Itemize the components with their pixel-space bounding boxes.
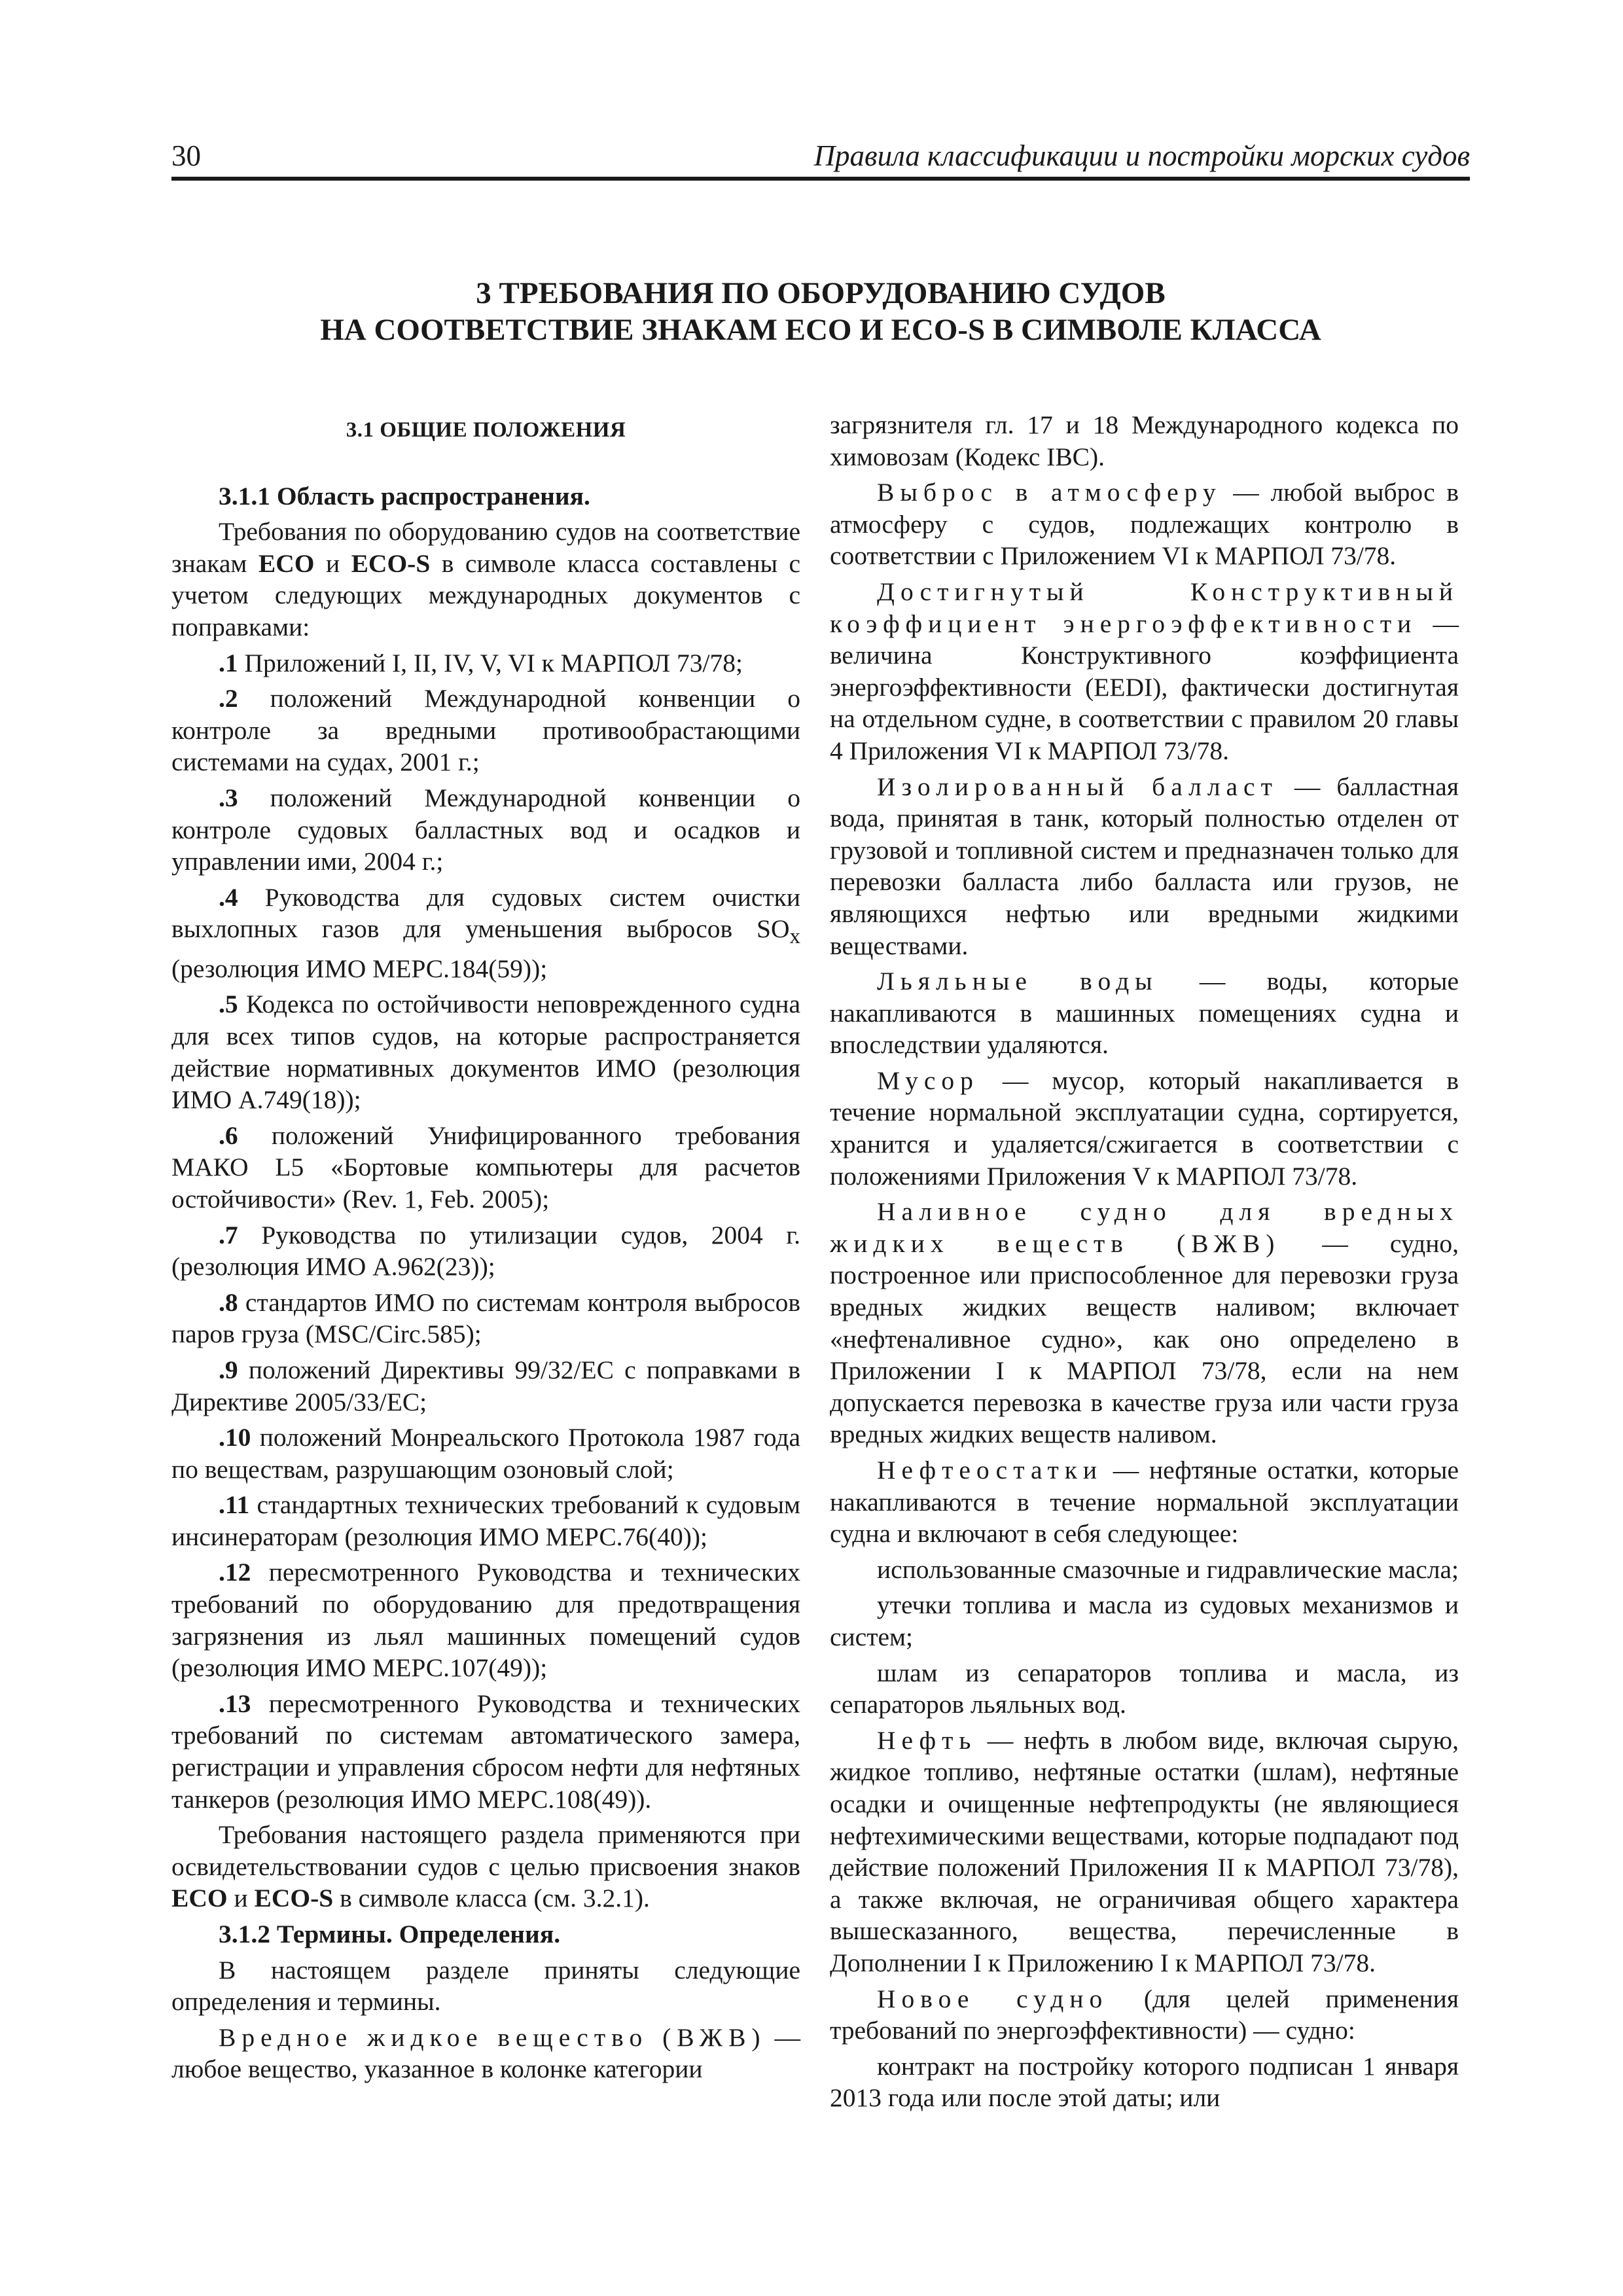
list-item-5: .5 Кодекса по остойчивости неповрежденного судна для всех типов судов, на которые распространяется действие нормативных документов ИМО (резолюция ИМО А.749(18));	[171, 990, 800, 1115]
left-column	[171, 409, 800, 2089]
header-rule	[171, 177, 1470, 181]
chapter-title-line-2: НА СООТВЕТСТВИЕ ЗНАКАМ ECO И ECO-S В СИМВОЛЕ КЛАССА	[320, 313, 1321, 347]
term-new-ship: Новое судно	[877, 1984, 1109, 2013]
list-item-3: .3 положений Международной конвенции о контроле судовых балластных вод и осадков и управлении ими, 2004 г.;	[171, 783, 800, 876]
list-item-7: .7 Руководства по утилизации судов, 2004 г. (резолюция ИМО А.962(23));	[171, 1220, 800, 1282]
definition-bilge-water: Льяльные воды — воды, которые накапливаются в машинных помещениях судна и впоследствии удаляются.	[830, 967, 1459, 1060]
continuation-paragraph: загрязнителя гл. 17 и 18 Международного кодекса по химовозам (Кодекс IBC).	[830, 410, 1459, 471]
definition-segregated-ballast: Изолированный балласт — балластная вода, принятая в танк, который полностью отделен от грузовой и топливной систем и предназначен только для перевозки балласта либо балласта или грузов, не являющихся нефтью или вредными жидкими веществами.	[830, 772, 1459, 960]
list-item-6: .6 положений Унифицированного требования МАКО L5 «Бортовые компьютеры для расчетов остойчивости» (Rev. 1, Feb. 2005);	[171, 1121, 800, 1213]
residue-item-2: утечки топлива и масла из судовых механизмов и систем;	[830, 1590, 1459, 1651]
page-number: 30	[171, 139, 201, 172]
running-title: Правила классификации и постройки морских судов	[813, 139, 1470, 172]
list-item-4: .4 Руководства для судовых систем очистки выхлопных газов для уменьшения выбросов $SO_x$ (резолюция ИМО МЕРС.184(59));	[171, 882, 800, 983]
term: Нефтеостатки	[877, 1456, 1103, 1484]
definition-new-ship: Новое судно (для целей применения требований по энергоэффективности) — судно:	[830, 1984, 1459, 2045]
definition-oil: Нефть — нефть в любом виде, включая сырую, жидкое топливо, нефтяные остатки (шлам), нефтяные осадки и очищенные нефтепродукты (не являющиеся нефтехимическими веществами, которые подпадают под действие положений Приложения II к МАРПОЛ 73/78), а также включая, не ограничивая общего характера вышесказанного, вещества, перечисленные в Дополнении I к Приложению I к МАРПОЛ 73/78.	[830, 1725, 1459, 1977]
term: Мусор	[877, 1066, 979, 1095]
definition-garbage: Мусор — мусор, который накапливается в течение нормальной эксплуатации судна, сортируется, хранится и удаляется/сжигается в соответствии с положениями Приложения V к МАРПОЛ 73/78.	[830, 1066, 1459, 1191]
term: Достигнутый Конструктивный коэффициент энергоэффективности	[830, 577, 1459, 638]
chapter-title-line-1: 3 ТРЕБОВАНИЯ ПО ОБОРУДОВАНИЮ СУДОВ	[476, 276, 1166, 310]
chapter-title	[171, 275, 1470, 348]
list-item-1: .1 Приложений I, II, IV, V, VI к МАРПОЛ 73/78;	[219, 648, 743, 677]
residue-item-1: использованные смазочные и гидравлические масла;	[877, 1554, 1459, 1584]
subsection-title-3-1-2: 3.1.2 Термины. Определения.	[219, 1920, 561, 1949]
list-item-11: .11 стандартных технических требований к судовым инсинераторам (резолюция ИМО МЕРС.76(40));	[171, 1490, 800, 1551]
definition-oil-residues: Нефтеостатки — нефтяные остатки, которые накапливаются в течение нормальной эксплуатации судна и включают в себя следующее:	[830, 1456, 1459, 1549]
application-paragraph: Требования настоящего раздела применяются при освидетельствовании судов с целью присвоения знаков ECO и ECO-S в символе класса (см. 3.2.1).	[171, 1820, 800, 1913]
intro-paragraph: Требования по оборудованию судов на соответствие знакам ECO и ECO-S в символе класса составлены с учетом следующих международных документов с поправками:	[171, 517, 800, 641]
term: Выброс в атмосферу	[877, 478, 1222, 507]
definition-attained-eedi: Достигнутый Конструктивный коэффициент энергоэффективности — величина Конструктивного коэффициента энергоэффективности (EEDI), фактически достигнутая на отдельном судне, в соответствии с правилом 20 главы 4 Приложения VI к МАРПОЛ 73/78.	[830, 577, 1459, 765]
term-vzhv: Вредное жидкое вещество (ВЖВ)	[219, 2022, 766, 2052]
term-oil: Нефть	[877, 1725, 977, 1755]
running-header	[171, 135, 1470, 181]
term: Льяльные воды	[877, 967, 1158, 996]
right-column	[830, 409, 1459, 2118]
subsection-title-3-1-1: 3.1.1 Область распространения.	[219, 481, 590, 511]
terms-intro: В настоящем разделе приняты следующие определения и термины.	[171, 1955, 800, 2017]
list-item-9: .9 положений Директивы 99/32/ЕС с поправками в Директиве 2005/33/ЕС;	[171, 1355, 800, 1416]
term: Изолированный балласт	[877, 772, 1278, 801]
new-ship-item: контракт на постройку которого подписан 1 января 2013 года или после этой даты; или	[830, 2051, 1459, 2113]
list-item-12: .12 пересмотренного Руководства и технических требований по оборудованию для предотвращения загрязнения из льял машинных помещений судов (резолюция ИМО МЕРС.107(49));	[171, 1558, 800, 1683]
definition-nls-tanker: Наливное судно для вредных жидких веществ (ВЖВ) — судно, построенное или приспособленное для перевозки груза вредных жидких веществ наливом; включает «нефтеналивное судно», как оно определено в Приложении I к МАРПОЛ 73/78, если на нем допускается перевозка в качестве груза или части груза вредных жидких веществ наливом.	[830, 1197, 1459, 1449]
term: Наливное судно для вредных жидких веществ (ВЖВ)	[830, 1197, 1459, 1258]
list-item-13: .13 пересмотренного Руководства и технических требований по системам автоматического замера, регистрации и управления сбросом нефти для нефтяных танкеров (резолюция ИМО МЕРС.108(49)).	[171, 1689, 800, 1814]
list-item-10: .10 положений Монреальского Протокола 1987 года по веществам, разрушающим озоновый слой;	[171, 1423, 800, 1484]
residue-item-3: шлам из сепараторов топлива и масла, из сепараторов льяльных вод.	[830, 1658, 1459, 1719]
list-item-2: .2 положений Международной конвенции о контроле за вредными противообрастающими системами на судах, 2001 г.;	[171, 684, 800, 777]
definition-emission: Выброс в атмосферу — любой выброс в атмосферу с судов, подлежащих контролю в соответствии с Приложением VI к МАРПОЛ 73/78.	[830, 478, 1459, 571]
section-heading-3-1: 3.1 ОБЩИЕ ПОЛОЖЕНИЯ	[346, 418, 626, 442]
list-item-8: .8 стандартов ИМО по системам контроля выбросов паров груза (MSC/Circ.585);	[171, 1287, 800, 1349]
definition-vzhv: Вредное жидкое вещество (ВЖВ) — любое вещество, указанное в колонке категории	[171, 2022, 800, 2084]
